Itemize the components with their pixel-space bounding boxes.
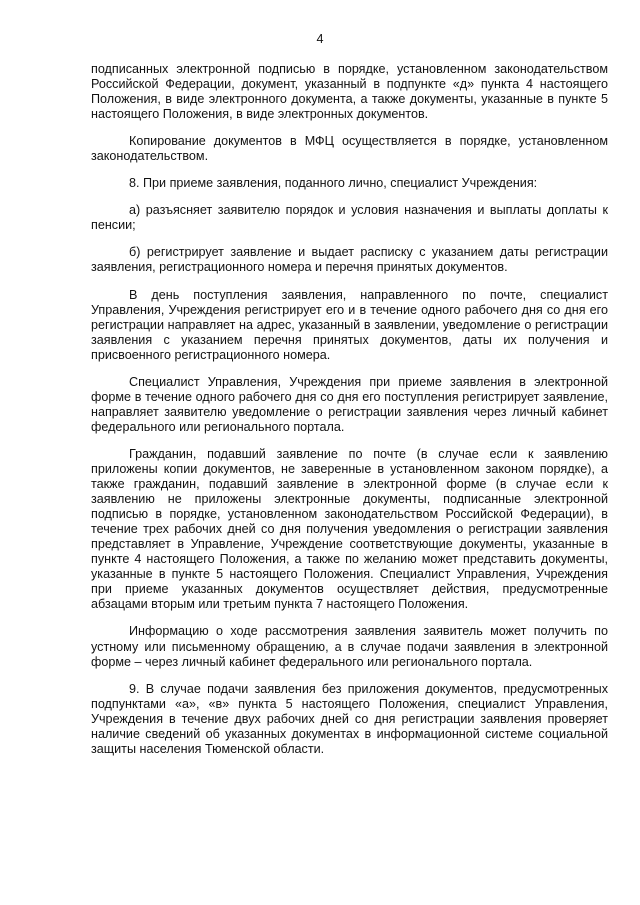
paragraph-electronic-registration: Специалист Управления, Учреждения при приеме заявления в электронной форме в течение одного рабочего дня со дня его поступления регистрирует заявление, направляет заявителю уведомление о регистрации заявления через личный кабинет федерального или регионального портала. (91, 374, 608, 434)
paragraph-postal-registration: В день поступления заявления, направленного по почте, специалист Управления, Учреждения регистрирует его и в течение одного рабочего дня со дня его регистрации направляет на адрес, указанный в заявлении, уведомление о регистрации заявления с указанием перечня принятых документов, даты их получения и присвоенного регистрационного номера. (91, 287, 608, 362)
page-number: 4 (316, 32, 324, 46)
paragraph-item-9: 9. В случае подачи заявления без приложения документов, предусмотренных подпунктами «а», «в» пункта 5 настоящего Положения, специалист Управления, Учреждения в течение двух рабочих дней со дня регистрации заявления проверяет наличие сведений об указанных документах в информационной системе социальной защиты населения Тюменской области. (91, 681, 608, 756)
paragraph-copying-mfc: Копирование документов в МФЦ осуществляется в порядке, установленном законодательством. (91, 134, 608, 164)
paragraph-continuation: подписанных электронной подписью в порядке, установленном законодательством Российской Федерации, документ, указанный в подпункте «д» пункта 4 настоящего Положения, в виде электронного документа, а также документы, указанные в пункте 5 настоящего Положения, в виде электронных документов. (91, 62, 608, 122)
paragraph-item-8: 8. При приеме заявления, поданного лично, специалист Учреждения: (129, 176, 538, 191)
paragraph-citizen-documents: Гражданин, подавший заявление по почте (в случае если к заявлению приложены копии документов, не заверенные в установленном законом порядке), а также гражданин, подавший заявление в электронной форме (в случае если к заявлению не приложены электронные документы, подписанные электронной подписью в порядке, установленном законодательством Российской Федерации), в течение трех рабочих дней со дня получения уведомления о регистрации заявления представляет в Управление, Учреждение соответствующие документы, указанные в пункте 4 настоящего Положения, а также по желанию может представить документы, указанные в пункте 5 настоящего Положения. Специалист Управления, Учреждения при приеме указанных документов осуществляет действия, предусмотренные абзацами вторым или третьим пункта 7 настоящего Положения. (91, 446, 608, 612)
paragraph-status-information: Информацию о ходе рассмотрения заявления заявитель может получить по устному или письменному обращению, а в случае подачи заявления в электронной форме – через личный кабинет федерального или регионального портала. (91, 624, 608, 669)
document-body (91, 62, 608, 769)
paragraph-subitem-b: б) регистрирует заявление и выдает расписку с указанием даты регистрации заявления, регистрационного номера и перечня принятых документов. (91, 245, 608, 275)
paragraph-subitem-a: а) разъясняет заявителю порядок и условия назначения и выплаты доплаты к пенсии; (91, 203, 608, 233)
